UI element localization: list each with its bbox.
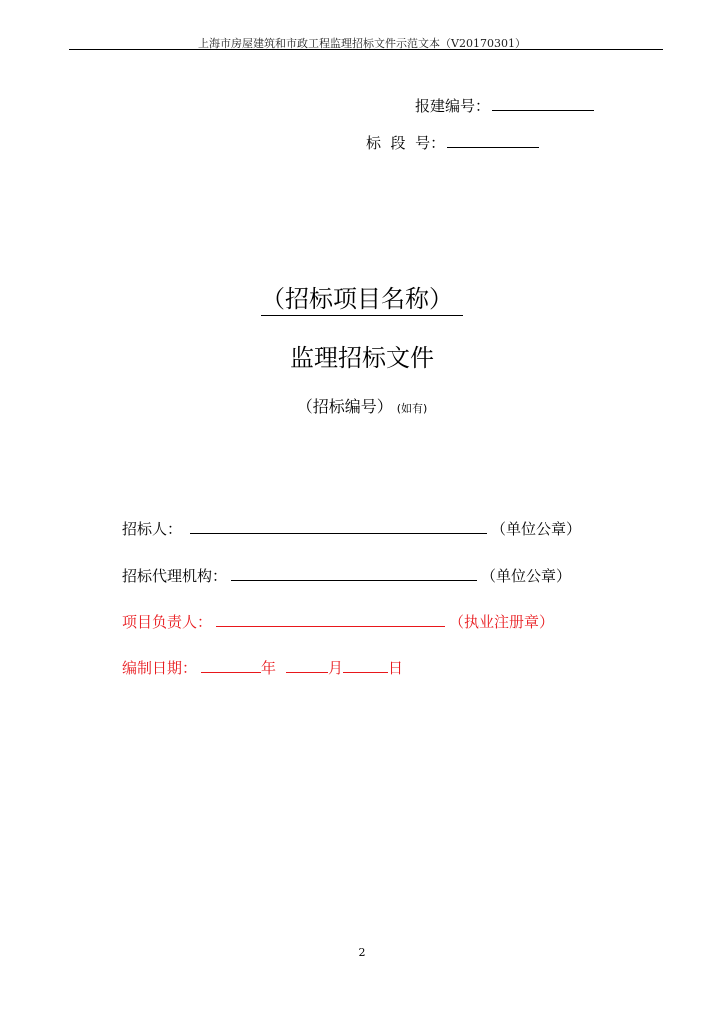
- project-manager-seal: （执业注册章）: [449, 613, 555, 631]
- tenderer-label: 招标人：: [122, 520, 183, 538]
- header-divider: [69, 49, 663, 50]
- running-header: 上海市房屋建筑和市政工程监理招标文件示范文本（V20170301）: [198, 37, 526, 50]
- section-number-row: [366, 132, 539, 153]
- compile-date-label: 编制日期：: [122, 659, 198, 677]
- agency-blank[interactable]: [231, 566, 477, 581]
- day-label: 日: [388, 659, 404, 677]
- section-number-label: 标 段 号：: [366, 134, 446, 152]
- agency-label: 招标代理机构：: [122, 567, 228, 585]
- tenderer-seal: （单位公章）: [491, 520, 582, 538]
- month-label: 月: [328, 659, 344, 677]
- day-blank[interactable]: [343, 658, 388, 673]
- tender-number-note: (如有): [396, 402, 428, 415]
- agency-seal: （单位公章）: [481, 567, 572, 585]
- section-number-blank[interactable]: [447, 132, 539, 148]
- year-blank[interactable]: [201, 658, 261, 673]
- project-name: （招标项目名称）: [261, 284, 463, 316]
- project-manager-label: 项目负责人：: [122, 613, 213, 631]
- filing-number-label: 报建编号：: [415, 97, 491, 115]
- project-name-block: [0, 284, 724, 316]
- project-manager-blank[interactable]: [216, 612, 445, 627]
- tenderer-blank[interactable]: [190, 519, 487, 534]
- month-blank[interactable]: [286, 658, 328, 673]
- tender-number: （招标编号）: [296, 397, 393, 416]
- tender-number-block: [0, 396, 724, 420]
- agency-row: [122, 565, 571, 586]
- tenderer-row: [122, 518, 581, 539]
- page-number: 2: [358, 946, 366, 959]
- filing-number-row: [415, 95, 594, 116]
- compile-date-row: [122, 657, 403, 678]
- filing-number-blank[interactable]: [492, 95, 594, 111]
- project-manager-row: [122, 611, 554, 632]
- document-title: 监理招标文件: [290, 344, 434, 372]
- year-label: 年: [261, 659, 277, 677]
